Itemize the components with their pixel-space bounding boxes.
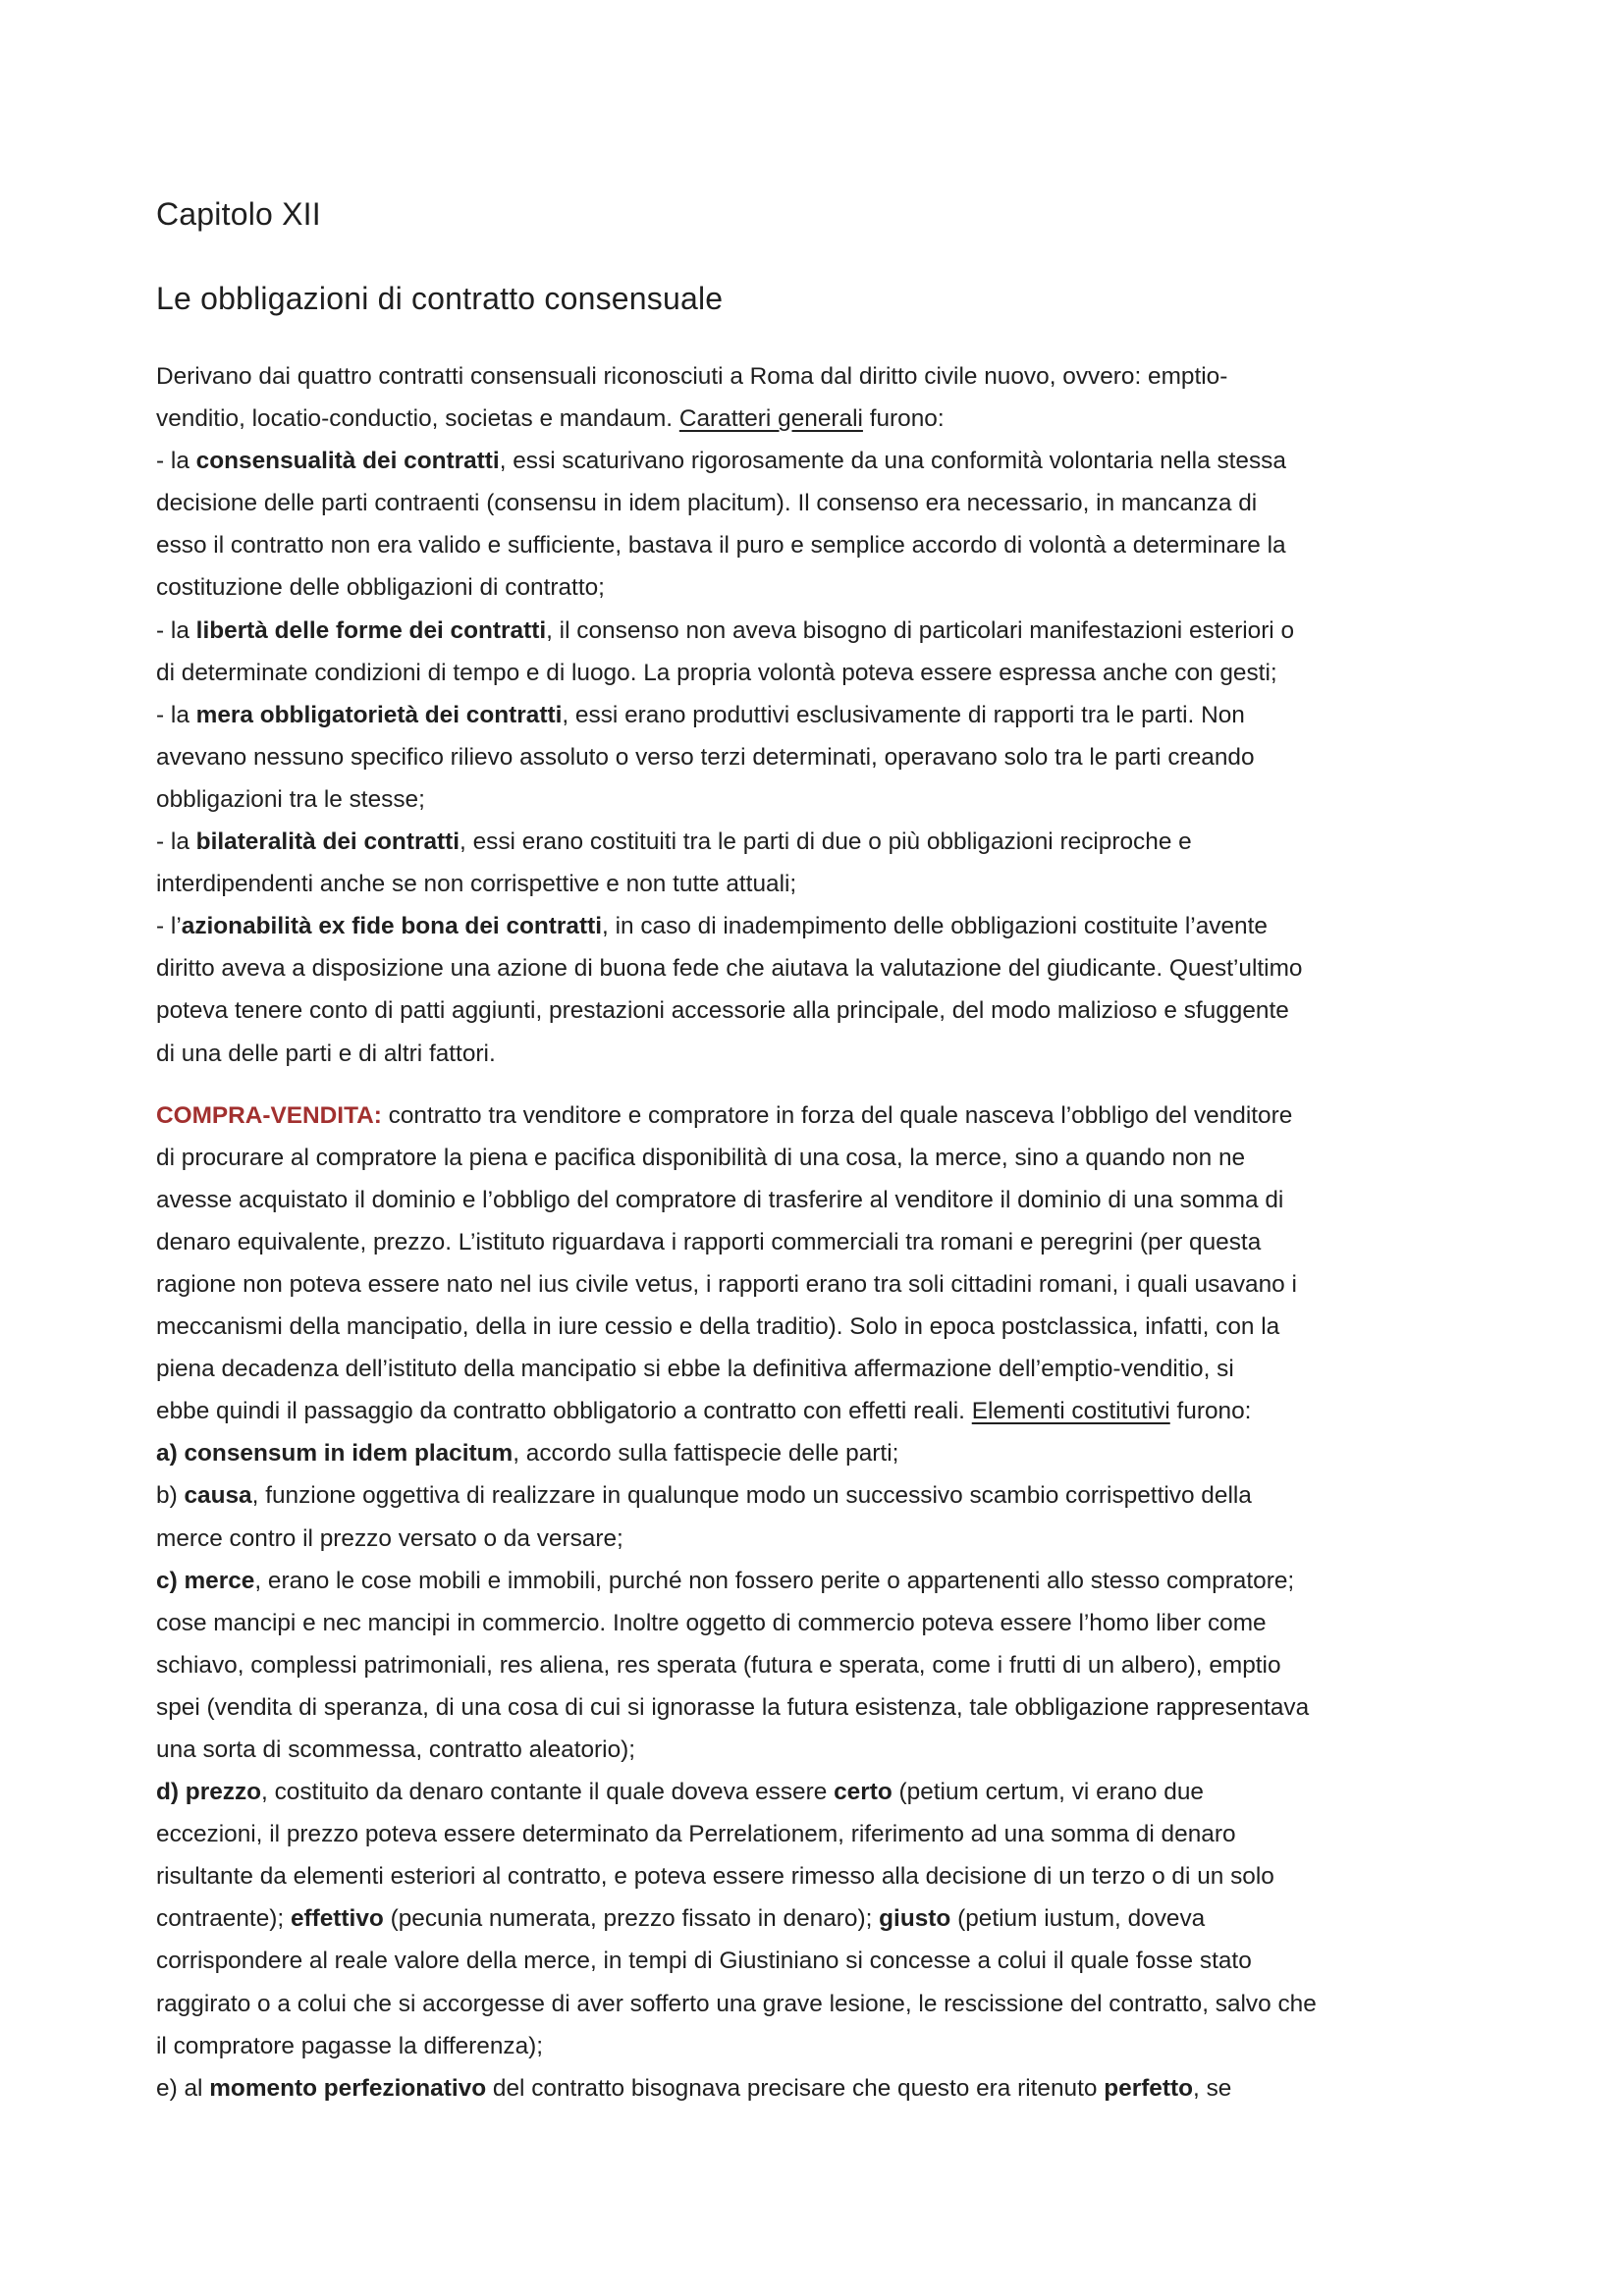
text-line: ebbe quindi il passaggio da contratto obbligatorio a contratto con effetti reali. Elementi costitutivi furono:: [156, 1398, 1252, 1425]
bold-term: bilateralità dei contratti: [195, 828, 460, 856]
text-line: interdipendenti anche se non corrispettive e non tutte attuali;: [156, 871, 797, 898]
text-line: venditio, locatio-conductio, societas e mandaum. Caratteri generali furono:: [156, 405, 945, 433]
chapter-subtitle: Le obbligazioni di contratto consensuale: [156, 281, 724, 316]
text-line: contraente); effettivo (pecunia numerata, prezzo fissato in denaro); giusto (petium iustum, doveva: [156, 1905, 1206, 1933]
underlined-term: Elementi costitutivi: [971, 1398, 1170, 1425]
text-line: di procurare al compratore la piena e pacifica disponibilità di una cosa, la merce, sino a quando non ne: [156, 1144, 1246, 1171]
bold-term: giusto: [879, 1905, 951, 1933]
bold-term: a) consensum in idem placitum: [156, 1440, 514, 1468]
text-line: d) prezzo, costituito da denaro contante il quale doveva essere certo (petium certum, vi erano due: [156, 1779, 1204, 1806]
text-line: poteva tenere conto di patti aggiunti, prestazioni accessorie alla principale, del modo malizioso e sfuggente: [156, 997, 1289, 1025]
text-line: meccanismi della mancipatio, della in iure cessio e della traditio). Solo in epoca postclassica, infatti, con la: [156, 1313, 1280, 1341]
text-line: eccezioni, il prezzo poteva essere determinato da Perrelationem, riferimento ad una somma di denaro: [156, 1821, 1236, 1848]
bold-term: c) merce: [156, 1567, 255, 1594]
bold-term: d) prezzo: [156, 1779, 262, 1806]
text-line: decisione delle parti contraenti (consensu in idem placitum). Il consenso era necessario, in mancanza di: [156, 490, 1258, 517]
intro-paragraph: [156, 355, 1477, 1075]
text-line: Derivano dai quattro contratti consensuali riconosciuti a Roma dal diritto civile nuovo, ovvero: emptio-: [156, 363, 1228, 390]
text-line: raggirato o a colui che si accorgesse di aver sofferto una grave lesione, le rescissione del contratto, salvo che: [156, 1990, 1317, 2017]
text-line: cose mancipi e nec mancipi in commercio. Inoltre oggetto di commercio poteva essere l’homo liber come: [156, 1609, 1267, 1636]
bold-term: azionabilità ex fide bona dei contratti: [181, 913, 603, 940]
text-line: avesse acquistato il dominio e l’obbligo del compratore di trasferire al venditore il dominio di una somma di: [156, 1186, 1284, 1213]
text-line: - la consensualità dei contratti, essi scaturivano rigorosamente da una conformità volontaria nella stessa: [156, 448, 1286, 475]
text-line: c) merce, erano le cose mobili e immobili, purché non fossero perite o appartenenti allo stesso compratore;: [156, 1567, 1295, 1594]
document-body: [156, 355, 1477, 2109]
text-line: obbligazioni tra le stesse;: [156, 785, 425, 813]
text-line: schiavo, complessi patrimoniali, res aliena, res sperata (futura e sperata, come i frutti di un albero), emptio: [156, 1651, 1281, 1679]
text-line: di una delle parti e di altri fattori.: [156, 1040, 496, 1067]
text-line: diritto aveva a disposizione una azione di buona fede che aiutava la valutazione del giudicante. Quest’ultimo: [156, 955, 1303, 983]
bold-term: certo: [834, 1779, 893, 1806]
text-line: costituzione delle obbligazioni di contratto;: [156, 574, 605, 602]
text-line: di determinate condizioni di tempo e di luogo. La propria volontà poteva essere espressa anche con gesti;: [156, 659, 1277, 686]
text-line: COMPRA-VENDITA: contratto tra venditore e compratore in forza del quale nasceva l’obbligo del venditore: [156, 1101, 1293, 1129]
bold-term: momento perfezionativo: [209, 2074, 487, 2102]
text-line: risultante da elementi esteriori al contratto, e poteva essere rimesso alla decisione di un terzo o di un solo: [156, 1863, 1274, 1891]
text-line: - la bilateralità dei contratti, essi erano costituiti tra le parti di due o più obbligazioni reciproche e: [156, 828, 1192, 856]
bold-term: mera obbligatorietà dei contratti: [195, 701, 563, 728]
chapter-title: Capitolo XII: [156, 196, 321, 232]
text-line: - l’azionabilità ex fide bona dei contratti, in caso di inadempimento delle obbligazioni costituite l’avente: [156, 913, 1268, 940]
text-line: denaro equivalente, prezzo. L’istituto riguardava i rapporti commerciali tra romani e peregrini (per questa: [156, 1228, 1262, 1255]
text-line: esso il contratto non era valido e sufficiente, bastava il puro e semplice accordo di volontà a determinare la: [156, 532, 1286, 560]
text-line: b) causa, funzione oggettiva di realizzare in qualunque modo un successivo scambio corrispettivo della: [156, 1482, 1252, 1510]
text-line: a) consensum in idem placitum, accordo sulla fattispecie delle parti;: [156, 1440, 899, 1468]
paragraph-spacer: [156, 1075, 1477, 1095]
text-line: e) al momento perfezionativo del contratto bisognava precisare che questo era ritenuto perfetto, se: [156, 2074, 1232, 2102]
bold-term: libertà delle forme dei contratti: [195, 616, 547, 644]
text-line: corrispondere al reale valore della merce, in tempi di Giustiniano si concesse a colui il quale fosse stato: [156, 1948, 1252, 1975]
text-line: avevano nessuno specifico rilievo assoluto o verso terzi determinati, operavano solo tra le parti creando: [156, 743, 1255, 771]
text-line: il compratore pagasse la differenza);: [156, 2032, 544, 2059]
underlined-term: Caratteri generali: [678, 405, 863, 433]
text-line: piena decadenza dell’istituto della mancipatio si ebbe la definitiva affermazione dell’emptio-venditio, si: [156, 1356, 1234, 1383]
text-line: una sorta di scommessa, contratto aleatorio);: [156, 1736, 636, 1763]
text-line: spei (vendita di speranza, di una cosa di cui si ignorasse la futura esistenza, tale obbligazione rappresentava: [156, 1693, 1310, 1721]
text-line: ragione non poteva essere nato nel ius civile vetus, i rapporti erano tra soli cittadini romani, i quali usavano i: [156, 1270, 1297, 1298]
text-line: - la mera obbligatorietà dei contratti, essi erano produttivi esclusivamente di rapporti tra le parti. Non: [156, 701, 1245, 728]
bold-term: effettivo: [290, 1905, 384, 1933]
text-line: - la libertà delle forme dei contratti, il consenso non aveva bisogno di particolari manifestazioni esteriori o: [156, 616, 1295, 644]
text-line: merce contro il prezzo versato o da versare;: [156, 1524, 623, 1552]
bold-term: consensualità dei contratti: [195, 448, 500, 475]
compravendita-paragraph: [156, 1095, 1477, 2109]
section-label: COMPRA-VENDITA:: [156, 1101, 382, 1129]
bold-term: perfetto: [1104, 2074, 1194, 2102]
bold-term: causa: [184, 1482, 252, 1510]
